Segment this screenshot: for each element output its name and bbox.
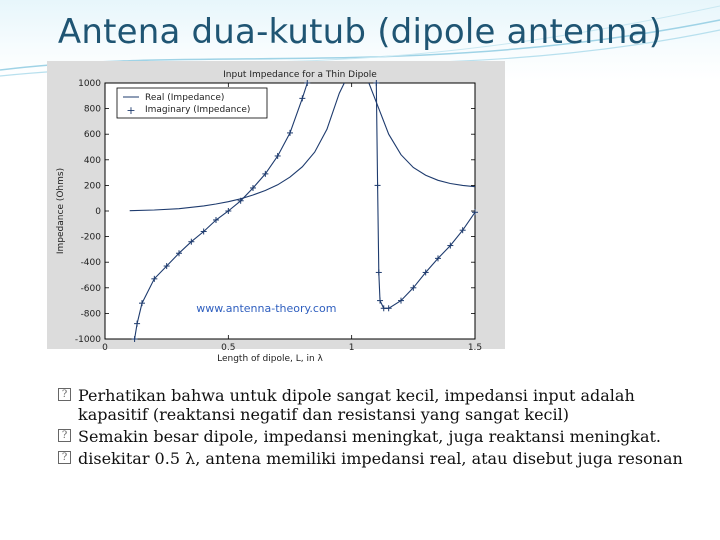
x-tick-label: 1.5 bbox=[467, 343, 483, 353]
y-tick-label: -800 bbox=[80, 309, 101, 320]
chart-legend bbox=[117, 88, 267, 118]
bullet-text: Perhatikan bahwa untuk dipole sangat kecil, impedansi input adalah kapasitif (reaktansi negatif dan resistansi yang sangat kecil) bbox=[78, 386, 635, 424]
impedance-chart bbox=[47, 61, 505, 364]
bullet-marker-icon: ? bbox=[58, 451, 71, 464]
y-tick-label: 800 bbox=[83, 104, 101, 115]
y-tick-label: 200 bbox=[83, 181, 101, 192]
x-tick-label: 1 bbox=[348, 343, 355, 353]
watermark-text: www.antenna-theory.com bbox=[196, 302, 337, 316]
y-tick-label: -600 bbox=[80, 283, 101, 294]
bullet-text: Semakin besar dipole, impedansi meningkat, juga reaktansi meningkat. bbox=[78, 427, 662, 446]
x-tick-label: 0 bbox=[102, 343, 108, 353]
bullet-list bbox=[58, 386, 708, 471]
legend-real-label: Real (Impedance) bbox=[145, 93, 225, 103]
y-tick-label: 1000 bbox=[78, 79, 101, 89]
y-tick-label: -1000 bbox=[74, 335, 101, 345]
chart-title: Input Impedance for a Thin Dipole bbox=[223, 70, 377, 80]
bullet-item bbox=[58, 427, 708, 446]
y-tick-label: 0 bbox=[95, 207, 101, 217]
legend-imaginary-swatch: + bbox=[126, 104, 136, 117]
x-tick-label: 0.5 bbox=[221, 343, 236, 353]
slide-title: Antena dua-kutub (dipole antenna) bbox=[57, 12, 663, 52]
x-axis-label: Length of dipole, L, in λ bbox=[217, 354, 323, 364]
legend-imaginary-label: Imaginary (Impedance) bbox=[145, 105, 251, 115]
y-tick-label: -400 bbox=[80, 258, 101, 269]
bullet-marker-icon: ? bbox=[58, 388, 71, 401]
y-tick-label: 400 bbox=[83, 155, 101, 166]
chart-svg bbox=[47, 61, 505, 364]
plot-area bbox=[105, 83, 475, 339]
bullet-text: disekitar 0.5 λ, antena memiliki impedansi real, atau disebut juga resonan bbox=[78, 449, 683, 468]
y-tick-label: -200 bbox=[80, 232, 101, 243]
y-axis-label: Impedance (Ohms) bbox=[56, 167, 66, 255]
bullet-item bbox=[58, 386, 708, 424]
bullet-marker-icon: ? bbox=[58, 429, 71, 442]
bullet-item bbox=[58, 449, 708, 468]
y-tick-label: 600 bbox=[83, 130, 101, 141]
